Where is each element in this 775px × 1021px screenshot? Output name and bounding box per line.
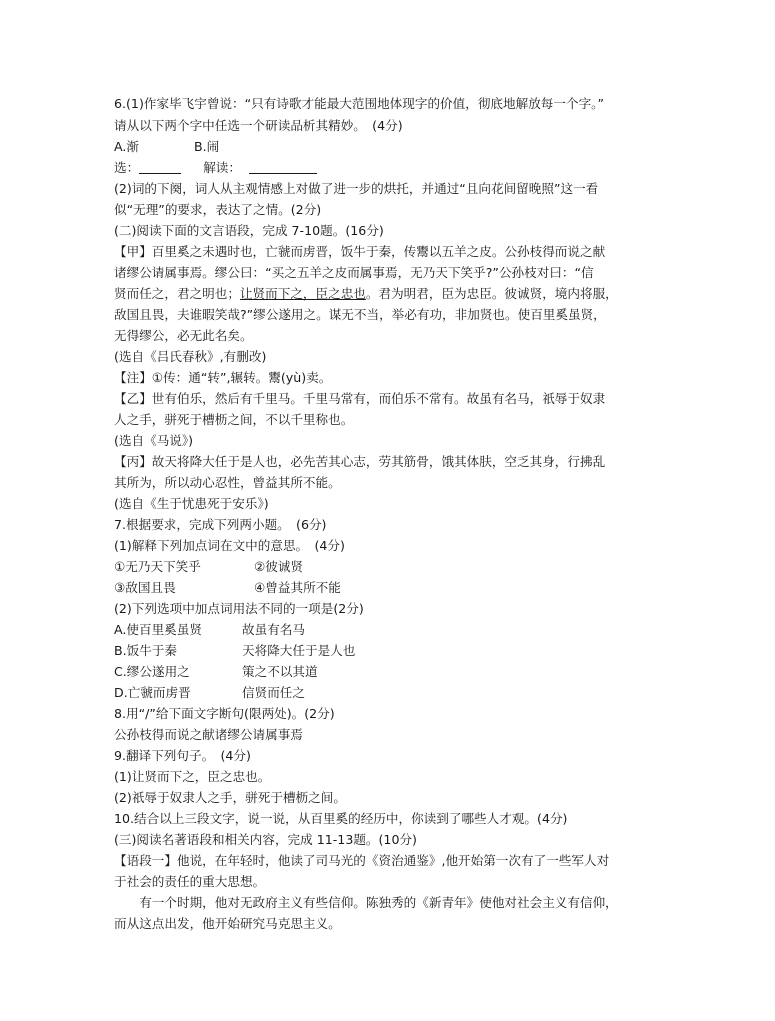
q6-line1: 6.(1)作家毕飞宇曾说：“只有诗歌才能最大范围地体现字的价值，彻底地解放每一个字。” [114, 96, 604, 111]
choice-right: 故虽有名马 [242, 622, 305, 637]
q8-text: 公孙枝得而说之献诸缪公请属事焉 [114, 727, 303, 742]
choice-left: C.缪公遂用之 [114, 664, 190, 679]
passage-jia-line2: 诸缪公请属事焉。缪公曰：“买之五羊之皮而属事焉，无乃天下笑乎?”公孙枝对曰：“信 [114, 265, 594, 280]
q6-part2-line2: 似“无理”的要求，表达了之情。(2分) [114, 202, 322, 217]
q6-option-a: A.渐 [114, 139, 139, 154]
passage-bing-source: (选自《生于忧患死于安乐》) [114, 496, 269, 511]
section3-para1-line1: 【语段一】他说，在年轻时，他读了司马光的《资治通鉴》,他开始第一次有了一些军人对 [114, 853, 610, 868]
passage-bing-line1: 【丙】故天将降大任于是人也，必先苦其心志，劳其筋骨，饿其体肤，空乏其身，行拂乱 [114, 454, 606, 469]
section2-heading: (二)阅读下面的文言语段，完成 7-10题。(16分) [114, 223, 384, 238]
q10-heading: 10.结合以上三段文字，说一说，从百里奚的经历中，你读到了哪些人才观。(4分) [114, 811, 568, 826]
q8-heading: 8.用“/”给下面文字断句(限两处)。(2分) [114, 706, 335, 721]
passage-jia-line3 [114, 284, 674, 304]
interpret-label: 解读： [203, 160, 241, 175]
q7-items-row1 [114, 557, 674, 577]
q7-item: ①无乃天下笑乎 [114, 559, 201, 574]
q6-answer-line [114, 158, 674, 178]
section3-para2-line2: 而从这点出发，他开始研究马克思主义。 [114, 916, 341, 931]
jia-line3-post: 。君为明君，臣为忠臣。彼诚贤，境内将服， [365, 286, 618, 301]
underlined-sentence: 让贤而下之，臣之忠也 [239, 286, 366, 301]
passage-yi-source: (选自《马说》) [114, 433, 194, 448]
q7-item: ④曾益其所不能 [254, 580, 341, 595]
q6-part2-line1: (2)词的下阕，词人从主观情感上对做了进一步的烘托，并通过“且向花间留晚照”这一看 [114, 181, 599, 196]
q9-sentence2: (2)祇辱于奴隶人之手，骈死于槽枥之间。 [114, 790, 346, 805]
passage-yi-line1: 【乙】世有伯乐，然后有千里马。千里马常有，而伯乐不常有。故虽有名马，祇辱于奴隶 [114, 391, 606, 406]
passage-bing-line2: 其所为，所以动心忍性，曾益其所不能。 [114, 475, 341, 490]
passage-note: 【注】①传：通“转”,辗转。鬻(yù)卖。 [114, 370, 332, 385]
q6-line2: 请从以下两个字中任选一个研读品析其精妙。 (4分) [114, 118, 403, 133]
passage-jia-source: (选自《吕氏春秋》,有删改) [114, 349, 267, 364]
choice-left: B.饭牛于秦 [114, 643, 178, 658]
interpret-blank[interactable] [249, 159, 317, 174]
q7-choice-a[interactable] [114, 620, 674, 640]
q7-item: ②彼诚贤 [254, 559, 304, 574]
q7-choice-c[interactable] [114, 662, 674, 682]
q6-options [114, 137, 674, 157]
q7-part1: (1)解释下列加点词在文中的意思。 (4分) [114, 538, 345, 553]
q6-option-b: B.闹 [194, 139, 220, 154]
q7-item: ③敌国且畏 [114, 580, 176, 595]
select-blank[interactable] [139, 159, 181, 174]
choice-left: D.亡虢而虏晋 [114, 685, 191, 700]
passage-jia-line5: 无得缪公，必无此名矣。 [114, 328, 253, 343]
choice-right: 信贤而任之 [242, 685, 305, 700]
passage-jia-line4: 敌国且畏，夫谁暇笑哉?”缪公遂用之。谋无不当，举必有功，非加贤也。使百里奚虽贤， [114, 307, 606, 322]
q7-heading: 7.根据要求，完成下列两小题。 (6分) [114, 517, 327, 532]
choice-left: A.使百里奚虽贤 [114, 622, 202, 637]
passage-jia-line1: 【甲】百里奚之未遇时也，亡虢而虏晋，饭牛于秦，传鬻以五羊之皮。公孙枝得而说之献 [114, 244, 606, 259]
select-label: 选： [114, 160, 140, 175]
passage-yi-line2: 人之手，骈死于槽枥之间，不以千里称也。 [114, 412, 354, 427]
q7-part2: (2)下列选项中加点词用法不同的一项是(2分) [114, 601, 364, 616]
section3-para1-line2: 于社会的责任的重大思想。 [114, 874, 266, 889]
section3-heading: (三)阅读名著语段和相关内容，完成 11-13题。(10分) [114, 832, 417, 847]
section3-para2-line1: 有一个时期，他对无政府主义有些信仰。陈独秀的《新青年》使他对社会主义有信仰， [114, 895, 618, 910]
q9-heading: 9.翻译下列句子。 (4分) [114, 748, 251, 763]
jia-line3-pre: 贤而任之，君之明也； [114, 286, 240, 301]
q9-sentence1: (1)让贤而下之，臣之忠也。 [114, 769, 271, 784]
q7-items-row2 [114, 578, 674, 598]
choice-right: 天将降大任于是人也 [242, 643, 356, 658]
choice-right: 策之不以其道 [242, 664, 318, 679]
q7-choice-d[interactable] [114, 683, 674, 703]
q7-choice-b[interactable] [114, 641, 674, 661]
